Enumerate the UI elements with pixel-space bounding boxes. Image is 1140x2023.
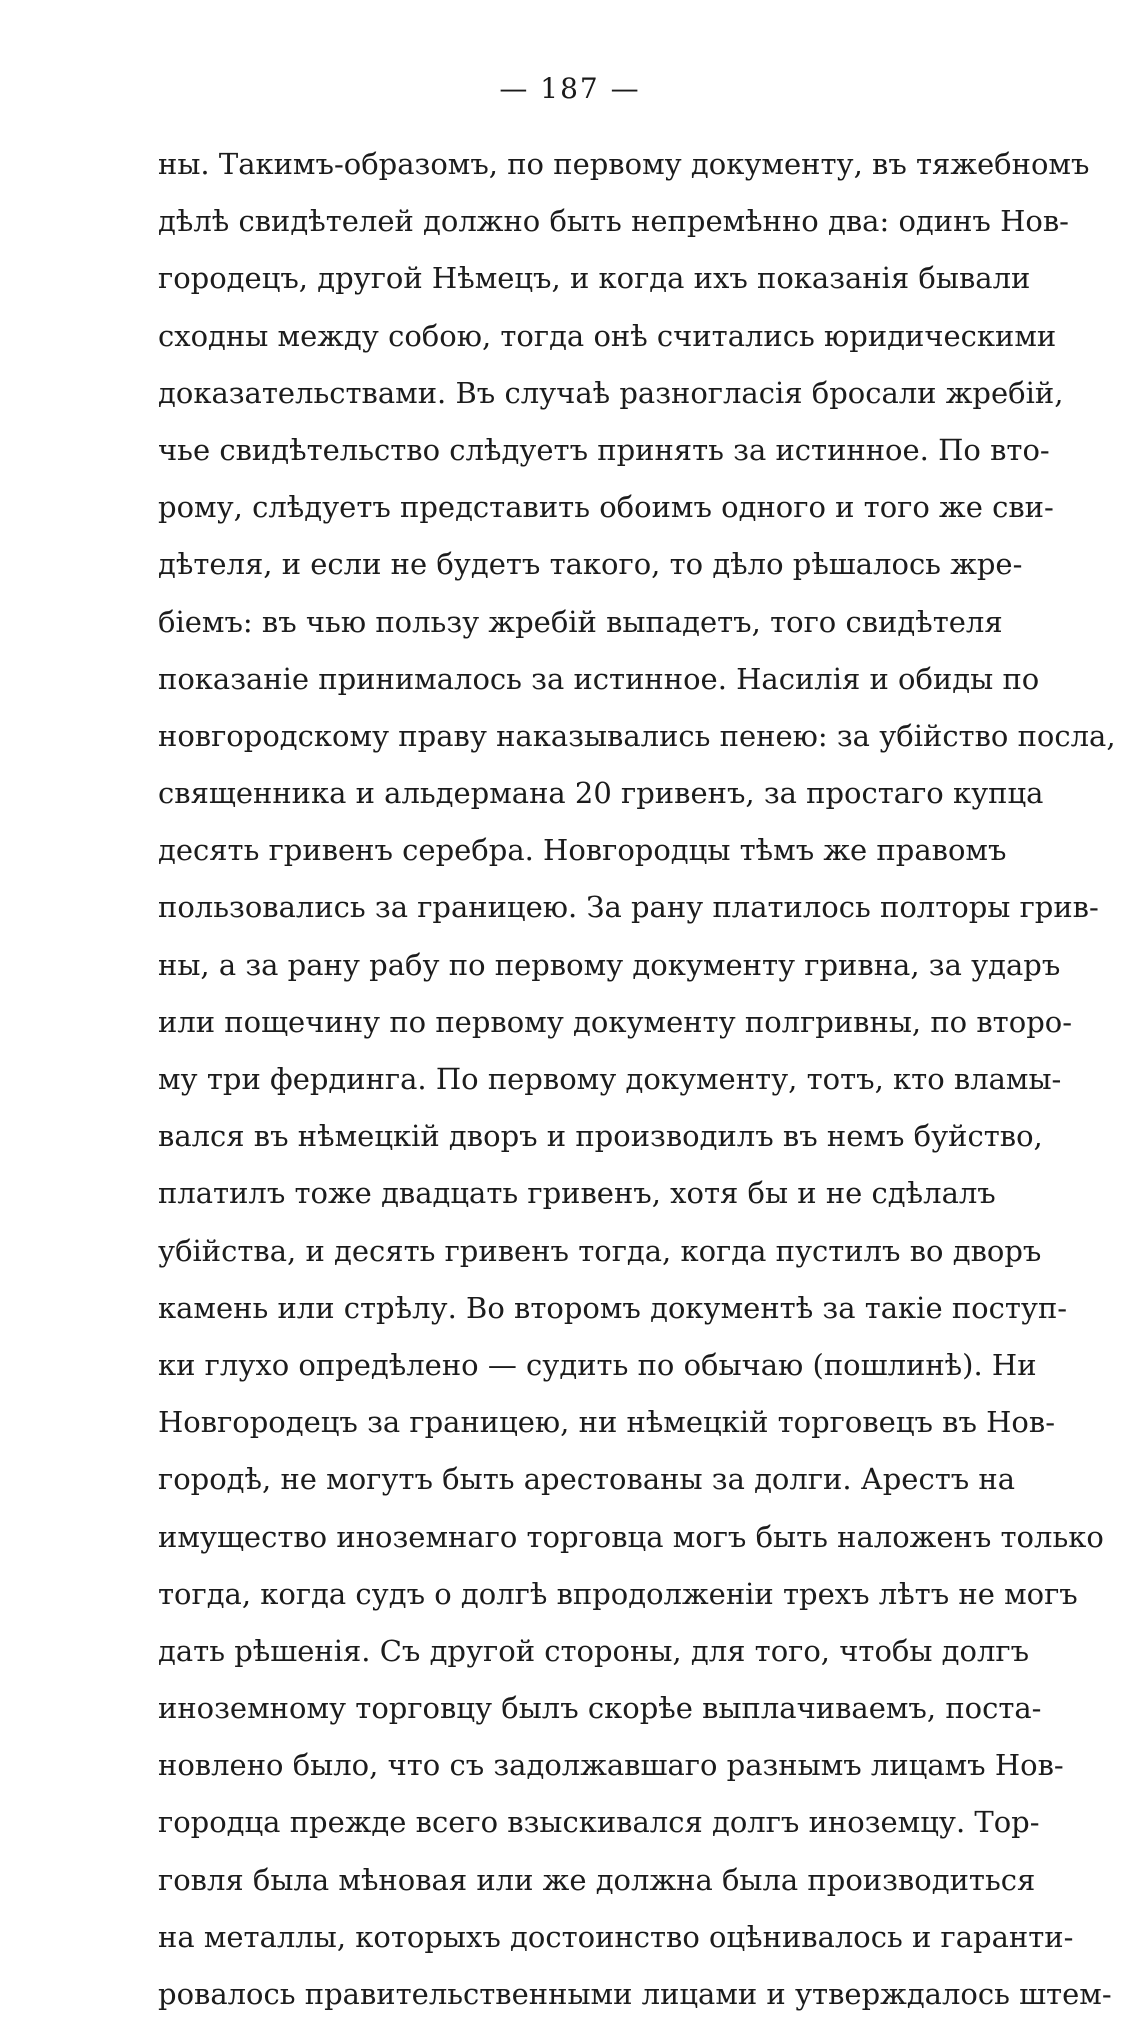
- text-line: на металлы, которыхъ достоинство оцѣнивалось и гаранти-: [158, 1919, 1074, 1954]
- text-line: му три фердинга. По первому документу, тотъ, кто вламы-: [158, 1062, 1062, 1096]
- text-line: біемъ: въ чью пользу жребій выпадетъ, того свидѣтеля: [158, 604, 1003, 639]
- text-line: дѣтеля, и если не будетъ такого, то дѣло рѣшалось жре-: [158, 547, 1023, 582]
- text-line: камень или стрѣлу. Во второмъ документѣ за такіе поступ-: [158, 1290, 1068, 1325]
- page-number: — 187 —: [499, 72, 641, 105]
- text-line: показаніе принималось за истинное. Насилія и обиды по: [158, 661, 1040, 696]
- text-line: ны. Такимъ-образомъ, по первому документу, въ тяжебномъ: [158, 147, 1090, 181]
- text-line: городѣ, не могутъ быть арестованы за долги. Арестъ на: [158, 1462, 1016, 1497]
- text-line: имущество иноземнаго торговца могъ быть наложенъ только: [158, 1519, 1104, 1554]
- text-line: чье свидѣтельство слѣдуетъ принять за истинное. По вто-: [158, 432, 1050, 467]
- text-line: вался въ нѣмецкій дворъ и производилъ въ немъ буйство,: [158, 1119, 1043, 1154]
- text-line: Новгородецъ за границею, ни нѣмецкій торговецъ въ Нов-: [158, 1405, 1056, 1440]
- text-line: иноземному торговцу былъ скорѣе выплачиваемъ, поста-: [158, 1691, 1042, 1726]
- text-line: сходны между собою, тогда онѣ считались юридическими: [158, 318, 1057, 353]
- text-line: десять гривенъ серебра. Новгородцы тѣмъ же правомъ: [158, 833, 1007, 868]
- text-line: рому, слѣдуетъ представить обоимъ одного и того же сви-: [158, 490, 1054, 525]
- text-line: тогда, когда судъ о долгѣ впродолженіи трехъ лѣтъ не могъ: [158, 1576, 1078, 1611]
- text-line: новгородскому праву наказывались пенею: за убійство посла,: [158, 718, 1116, 753]
- text-line: дать рѣшенія. Съ другой стороны, для того, чтобы долгъ: [158, 1633, 1030, 1668]
- text-line: городца прежде всего взыскивался долгъ иноземцу. Тор-: [158, 1805, 1040, 1840]
- text-line: ны, а за рану рабу по первому документу гривна, за ударъ: [158, 947, 1061, 982]
- text-line: дѣлѣ свидѣтелей должно быть непремѣнно два: одинъ Нов-: [158, 204, 1069, 239]
- text-line: священника и альдермана 20 гривенъ, за простаго купца: [158, 776, 1044, 811]
- text-line: городецъ, другой Нѣмецъ, и когда ихъ показанія бывали: [158, 261, 1031, 296]
- text-line: платилъ тоже двадцать гривенъ, хотя бы и не сдѣлалъ: [158, 1176, 996, 1211]
- text-line: доказательствами. Въ случаѣ разногласія бросали жребій,: [158, 375, 1064, 410]
- text-line: говля была мѣновая или же должна была производиться: [158, 1862, 1036, 1897]
- body-text: [158, 136, 1116, 2023]
- text-line: убійства, и десять гривенъ тогда, когда пустилъ во дворъ: [158, 1233, 1042, 1268]
- text-line: новлено было, что съ задолжавшаго разнымъ лицамъ Нов-: [158, 1748, 1064, 1783]
- text-line: пользовались за границею. За рану платилось полторы грив-: [158, 890, 1099, 925]
- text-line: или пощечину по первому документу полгривны, по второ-: [158, 1004, 1073, 1039]
- text-line: ки глухо опредѣлено — судить по обычаю (пошлинѣ). Ни: [158, 1347, 1037, 1382]
- text-line: ровалось правительственными лицами и утверждалось штем-: [158, 1977, 1112, 2011]
